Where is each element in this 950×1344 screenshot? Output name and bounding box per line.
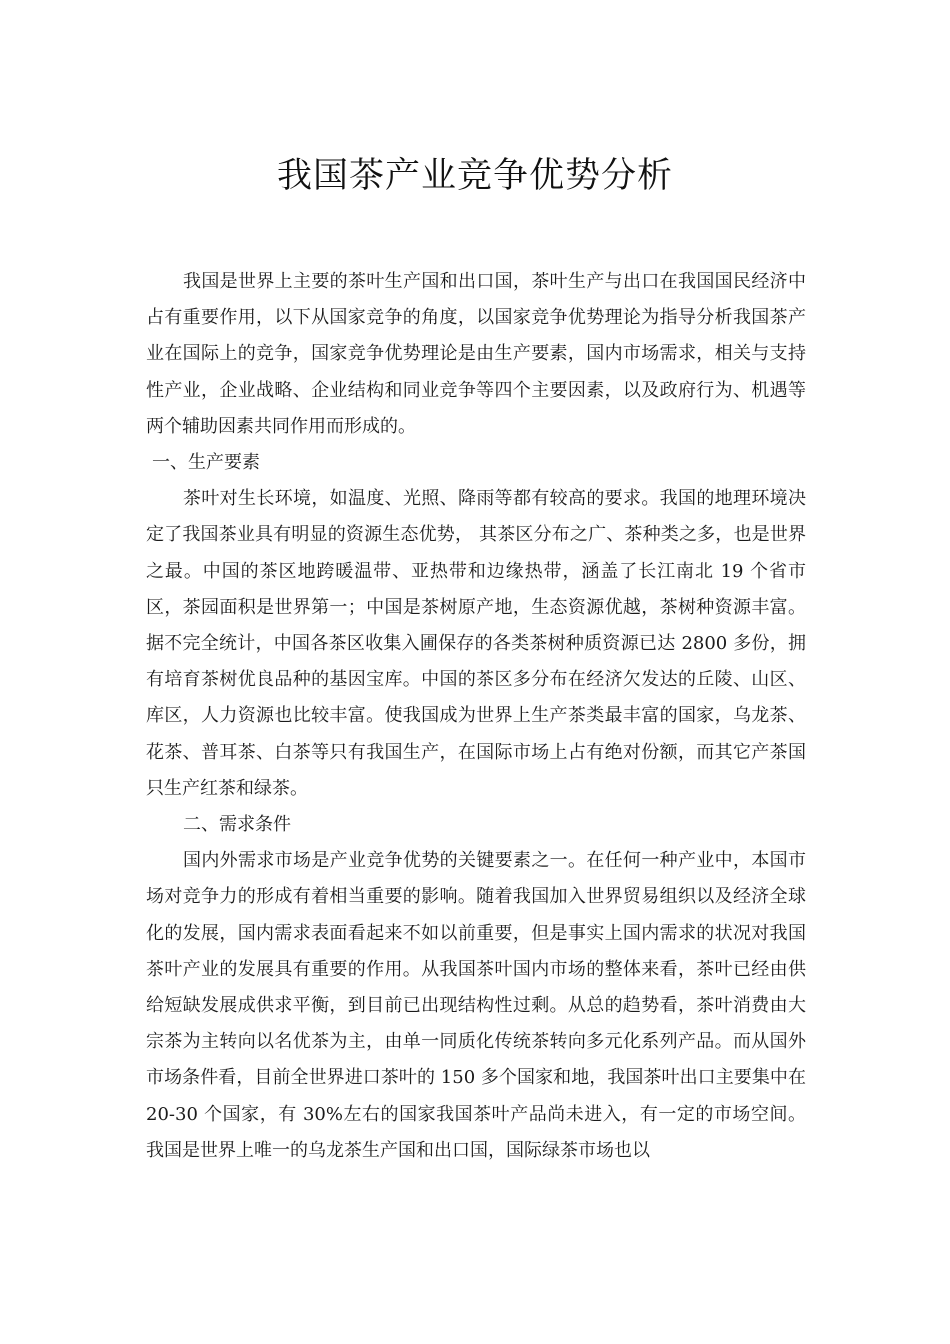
section-heading-demand-conditions: 二、需求条件 (183, 814, 291, 836)
paragraph-production-factors: 茶叶对生长环境，如温度、光照、降雨等都有较高的要求。我国的地理环境决定了我国茶业具有明显的资源生态优势， 其茶区分布之广、茶种类之多，也是世界之最。中国的茶区地跨暖温带、亚热带和边缘热带，涵盖了长江南北 19 个省市区，茶园面积是世界第一；中国是茶树原产地，生态资源优越，茶树种资源丰富。据不完全统计，中国各茶区收集入圃保存的各类茶树种质资源已达 2800 多份，拥有培育茶树优良品种的基因宝库。中国的茶区多分布在经济欠发达的丘陵、山区、库区，人力资源也比较丰富。使我国成为世界上生产茶类最丰富的国家，乌龙茶、花茶、普耳茶、白茶等只有我国生产，在国际市场上占有绝对份额，而其它产茶国只生产红茶和绿茶。 (146, 488, 806, 799)
paragraph-intro: 我国是世界上主要的茶叶生产国和出口国，茶叶生产与出口在我国国民经济中占有重要作用，以下从国家竞争的角度，以国家竞争优势理论为指导分析我国茶产业在国际上的竞争，国家竞争优势理论是由生产要素，国内市场需求，相关与支持性产业，企业战略、企业结构和同业竞争等四个主要因素，以及政府行为、机遇等两个辅助因素共同作用而形成的。 (146, 271, 806, 437)
document-body (146, 264, 806, 1169)
paragraph-demand-conditions: 国内外需求市场是产业竞争优势的关键要素之一。在任何一种产业中，本国市场对竞争力的形成有着相当重要的影响。随着我国加入世界贸易组织以及经济全球化的发展，国内需求表面看起来不如以前重要，但是事实上国内需求的状况对我国茶叶产业的发展具有重要的作用。从我国茶叶国内市场的整体来看，茶叶已经由供给短缺发展成供求平衡，到目前已出现结构性过剩。从总的趋势看，茶叶消费由大宗茶为主转向以名优茶为主，由单一同质化传统茶转向多元化系列产品。而从国外市场条件看，目前全世界进口茶叶的 150 多个国家和地，我国茶叶出口主要集中在 20-30 个国家，有 30%左右的国家我国茶叶产品尚未进入，有一定的市场空间。我国是世界上唯一的乌龙茶生产国和出口国，国际绿茶市场也以 (146, 850, 806, 1161)
document-title: 我国茶产业竞争优势分析 (276, 156, 673, 196)
section-heading-production-factors: 一、生产要素 (152, 452, 260, 474)
